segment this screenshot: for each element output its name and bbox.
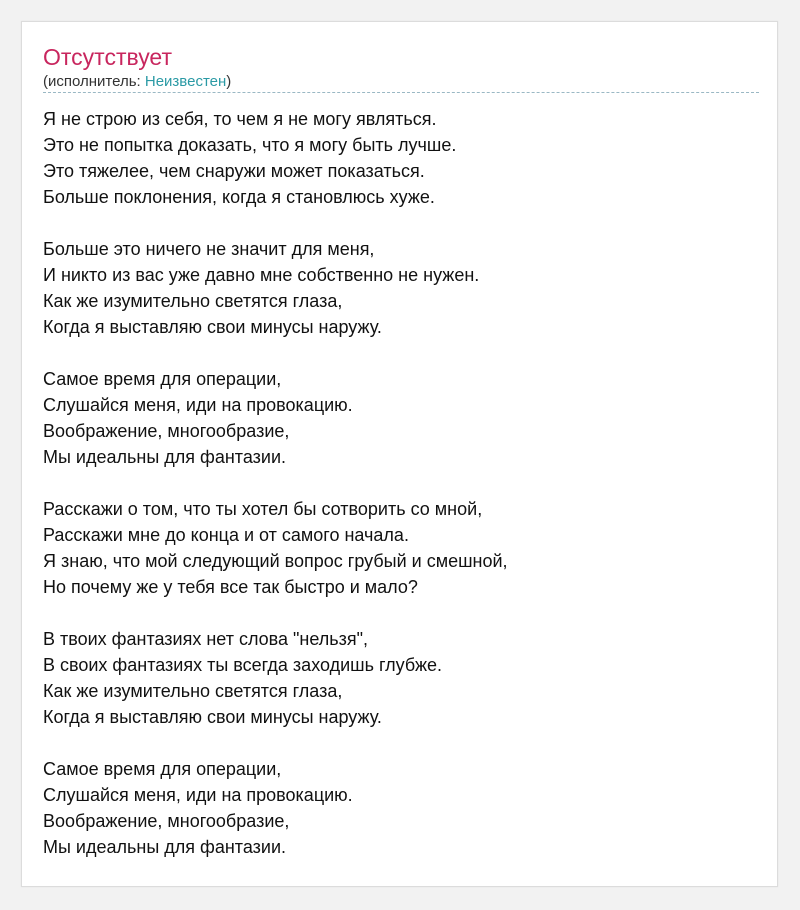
lyric-line: Слушайся меня, иди на провокацию. (43, 395, 353, 415)
lyric-line: И никто из вас уже давно мне собственно не нужен. (43, 265, 480, 285)
stanza (43, 496, 758, 600)
lyric-line: Расскажи мне до конца и от самого начала. (43, 525, 409, 545)
lyric-line: Воображение, многообразие, (43, 421, 290, 441)
stanza (43, 626, 758, 730)
lyric-line: Я знаю, что мой следующий вопрос грубый и смешной, (43, 551, 508, 571)
stanza (43, 366, 758, 470)
lyric-line: Когда я выставляю свои минусы наружу. (43, 317, 382, 337)
lyric-line: Когда я выставляю свои минусы наружу. (43, 707, 382, 727)
artist-line (43, 73, 231, 91)
stanza (43, 106, 758, 210)
lyric-line: Больше поклонения, когда я становлюсь хуже. (43, 187, 435, 207)
lyric-line: В твоих фантазиях нет слова "нельзя", (43, 629, 369, 649)
lyric-line: Мы идеальны для фантазии. (43, 447, 286, 467)
lyric-line: Больше это ничего не значит для меня, (43, 239, 375, 259)
lyric-line: Мы идеальны для фантазии. (43, 837, 286, 857)
lyrics-card (21, 21, 778, 887)
stanza (43, 756, 758, 860)
title-divider (43, 92, 759, 93)
lyric-line: Слушайся меня, иди на провокацию. (43, 785, 353, 805)
lyric-line: Как же изумительно светятся глаза, (43, 681, 343, 701)
lyric-line: Самое время для операции, (43, 369, 282, 389)
song-title: Отсутствует (43, 44, 172, 70)
artist-suffix: ) (226, 73, 232, 90)
artist-prefix: (исполнитель: (43, 73, 145, 90)
lyrics-body (43, 106, 758, 886)
lyric-line: Расскажи о том, что ты хотел бы сотворить со мной, (43, 499, 483, 519)
lyric-line: Но почему же у тебя все так быстро и мало? (43, 577, 418, 597)
lyric-line: Это тяжелее, чем снаружи может показаться. (43, 161, 425, 181)
artist-link[interactable]: Неизвестен (144, 73, 227, 90)
lyric-line: Это не попытка доказать, что я могу быть лучше. (43, 135, 457, 155)
lyric-line: Воображение, многообразие, (43, 811, 290, 831)
lyric-line: Самое время для операции, (43, 759, 282, 779)
stanza (43, 236, 758, 340)
lyric-line: Я не строю из себя, то чем я не могу являться. (43, 109, 437, 129)
lyric-line: В своих фантазиях ты всегда заходишь глубже. (43, 655, 443, 675)
lyric-line: Как же изумительно светятся глаза, (43, 291, 343, 311)
